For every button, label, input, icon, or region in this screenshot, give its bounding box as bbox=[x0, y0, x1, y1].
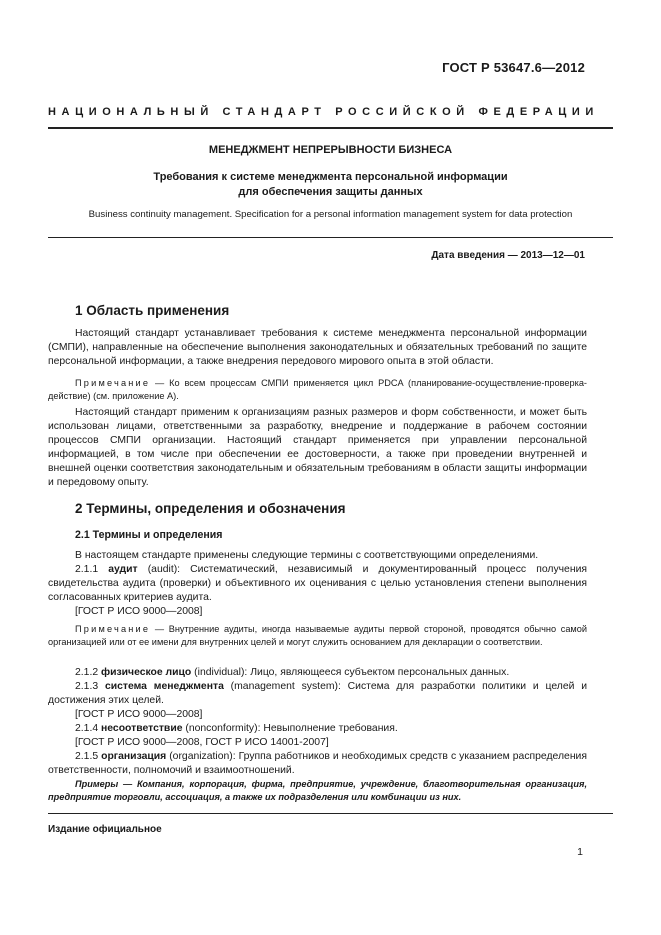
term-name: организация bbox=[101, 751, 167, 762]
term-audit-note bbox=[48, 623, 587, 649]
section-2-heading: 2 Термины, определения и обозначения bbox=[75, 501, 346, 516]
introduction-date: Дата введения — 2013—12—01 bbox=[431, 250, 585, 261]
term-name: физическое лицо bbox=[101, 667, 192, 678]
term-individual bbox=[48, 666, 587, 680]
term-name: несоответствие bbox=[101, 723, 183, 734]
note-text: — Внутренние аудиты, иногда называемые аудиты первой стороной, проводятся обычно самой организацией или от ее имени для внутренних целей и могут служить основанием для декларации о соответствии. bbox=[48, 624, 587, 647]
term-nonconformity bbox=[48, 722, 587, 736]
term-name: аудит bbox=[108, 564, 138, 575]
standard-number: ГОСТ Р 53647.6—2012 bbox=[442, 60, 585, 75]
document-subtitle bbox=[48, 170, 613, 200]
note-label: Примечание bbox=[75, 624, 151, 634]
term-number: 2.1.5 bbox=[75, 751, 102, 762]
term-management-system-reference: [ГОСТ Р ИСО 9000—2008] bbox=[75, 709, 203, 720]
term-number: 2.1.3 bbox=[75, 681, 105, 692]
section-2-1-heading: 2.1 Термины и определения bbox=[75, 529, 223, 541]
header-rule bbox=[48, 127, 613, 129]
english-title: Business continuity management. Specification for a personal information management system for data protection bbox=[88, 209, 573, 220]
section-1-paragraph-2: Настоящий стандарт применим к организациям разных размеров и форм собственности, и может быть использован лицами, ответственными за разработку, внедрение и поддержание в рабочем состоянии процессов СМПИ организации. Настоящий стандарт применяется при управлении персональной информацией, в том числе при обеспечении ее достоверности, а также при проведении внутренней и внешней оценки соответствия законодательным и обязательным требованиям в области защиты информации и передовому опыту. bbox=[48, 407, 587, 488]
term-audit-reference: [ГОСТ Р ИСО 9000—2008] bbox=[75, 606, 203, 617]
section-2-intro: В настоящем стандарте применены следующие термины с соответствующими определениями. bbox=[75, 550, 539, 561]
section-1-note bbox=[48, 377, 587, 403]
term-audit bbox=[48, 563, 587, 605]
official-edition-label: Издание официальное bbox=[48, 824, 162, 835]
term-number: 2.1.2 bbox=[75, 667, 101, 678]
title-rule bbox=[48, 237, 613, 238]
term-definition: (audit): Систематический, независимый и документированный процесс получения свидетельства аудита (проверки) и объективного их оценивания с целью установления степени выполнения согласованных критериев аудита. bbox=[48, 564, 588, 603]
national-standard-banner: НАЦИОНАЛЬНЫЙ СТАНДАРТ РОССИЙСКОЙ ФЕДЕРАЦИИ bbox=[48, 106, 599, 118]
term-definition: (management system): Система для разработки политики и целей и достижения этих целей. bbox=[48, 681, 588, 706]
organization-examples: Примеры — Компания, корпорация, фирма, предприятие, учреждение, благотворительная организация, предприятие торговли, ассоциация, а также их подразделения или комбинации из них. bbox=[48, 779, 587, 802]
term-management-system bbox=[48, 680, 587, 708]
note-text: — Ко всем процессам СМПИ применяется цикл PDCA (планирование-осуществление-проверка-действие) (см. приложение А). bbox=[48, 378, 587, 401]
subtitle-line-2: для обеспечения защиты данных bbox=[238, 186, 423, 198]
term-name: система менеджмента bbox=[104, 681, 224, 692]
document-title: МЕНЕДЖМЕНТ НЕПРЕРЫВНОСТИ БИЗНЕСА bbox=[208, 144, 453, 156]
section-1-paragraph-1: Настоящий стандарт устанавливает требования к системе менеджмента персональной информации (СМПИ), направленные на обеспечение выполнения законодательных и обязательных требований по защите персональной информации, а также внедрения передового мирового опыта в этой области. bbox=[48, 328, 587, 367]
section-1-heading: 1 Область применения bbox=[75, 303, 230, 318]
term-definition: (individual): Лицо, являющееся субъектом персональных данных. bbox=[191, 667, 510, 678]
footer-rule bbox=[48, 813, 613, 814]
term-organization bbox=[48, 750, 587, 778]
term-number: 2.1.4 bbox=[75, 723, 101, 734]
term-number: 2.1.1 bbox=[75, 564, 109, 575]
term-definition: (organization): Группа работников и необходимых средств с указанием распределения ответственности, полномочий и взаимоотношений. bbox=[48, 751, 587, 776]
term-definition: (nonconformity): Невыполнение требования. bbox=[182, 723, 398, 734]
subtitle-line-1: Требования к системе менеджмента персональной информации bbox=[153, 171, 508, 183]
term-nonconformity-reference: [ГОСТ Р ИСО 9000—2008, ГОСТ Р ИСО 14001-2007] bbox=[75, 737, 329, 748]
note-label: Примечание bbox=[75, 378, 151, 388]
page-number: 1 bbox=[577, 846, 583, 858]
